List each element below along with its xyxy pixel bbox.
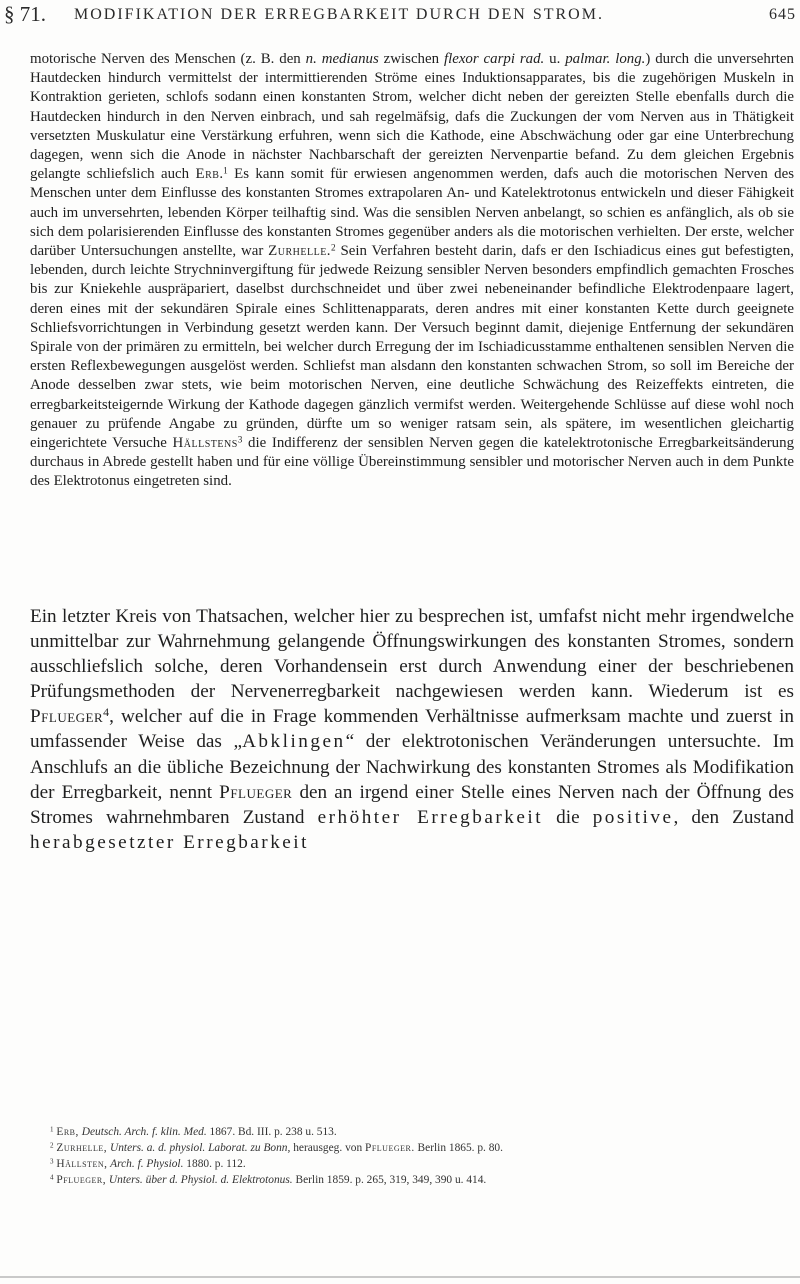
footnote-number: 4 <box>50 1173 54 1182</box>
footnote-ref: 2 <box>331 242 336 253</box>
footnote-ref: 4 <box>103 705 110 720</box>
italic-term: palmar. long. <box>565 51 646 67</box>
journal-title: Arch. f. Physiol. <box>107 1158 184 1170</box>
footnote-4 <box>30 1172 794 1188</box>
small-text-block <box>30 50 794 492</box>
author-name: Erb, <box>56 1126 79 1138</box>
footnote-ref: 1 <box>223 165 228 176</box>
citation-detail: Berlin 1865. p. 80. <box>414 1142 503 1154</box>
page-number: 645 <box>769 6 796 23</box>
author-name: Pflueger <box>219 781 293 803</box>
footnote-2 <box>30 1140 794 1156</box>
spaced-term: Abklingen <box>242 731 346 753</box>
text-run: den an irgend einer Stelle eines Nerven nach der Öffnung des Stromes wahrnehmbaren Zustand <box>30 781 794 828</box>
footnote-number: 2 <box>50 1141 54 1150</box>
author-name: Hällstens <box>172 435 238 452</box>
author-name: Pflueger, <box>56 1174 107 1186</box>
citation-detail: Berlin 1859. p. 265, 319, 349, 390 u. 414. <box>292 1174 487 1186</box>
text-run: Ein letzter Kreis von Thatsachen, welcher hier zu besprechen ist, umfafst nicht mehr irgendwelche unmittelbar zur Wahrnehmung gelangende Öffnungswirkungen des konstanten Stromes, sondern ausschliefslich solche, deren Vorhandensein erst durch Anwendung einer der beschriebenen Prüfungsmethoden der Nervenerregbarkeit nachgewiesen werden kann. Wiederum ist es <box>30 606 794 703</box>
footnote-number: 1 <box>50 1125 54 1134</box>
footnote-number: 3 <box>50 1157 54 1166</box>
page-edge-rule <box>0 1276 800 1278</box>
text-run: , welcher auf die in Frage kommenden Verhältnisse aufmerksam machte und zuerst in umfassender Weise das „ <box>30 706 794 753</box>
spaced-term: erhöhter Erregbarkeit <box>317 806 544 828</box>
text-run: Sein Verfahren besteht darin, dafs er den Ischiadicus eines gut befestigten, lebenden, durch leichte Strychninvergiftung für jedwede Reizung sensibler Nerven besonders empfindlich gemachten Frosches bis zur Kniekehle auspräpariert, daselbst durchschneidet und über zwei nebeneinander befindliche Elektrodenpaare lagert, deren eines mit der sekundären Spirale eines Schlittenapparats, deren andres mit einer konstanten Kette durch geeignete Schliefsvorrichtungen in Verbindung gesetzt werden kann. Der Versuch beginnt damit, diejenige Entfernung der sekundären Spirale von der primären zu ermitteln, bei welcher durch Erregung der im Ischiadicusstamme enthaltenen sensiblen Nerven die ersten Reflexbewegungen ausgelöst werden. Schliefst man alsdann den konstanten schwachen Strom, so soll im Bereiche der Anode desselben zwar stets, wie beim motorischen Nerven, eine deutliche Schwächung des Reizeffekts eintreten, die erregbarkeitsteigernde Wirkung der Kathode dagegen gänzlich vermifst werden. Weitergehende Schlüsse auf diese wohl noch genauer zu prüfende Angabe zu gründen, dürfte um so weniger ratsam sein, als spätere, im wesentlichen gleichartig eingerichtete Versuche <box>30 243 794 452</box>
footnotes <box>30 1124 794 1188</box>
citation-detail: 1880. p. 112. <box>183 1158 246 1170</box>
text-run: die <box>543 806 593 828</box>
paragraph-1: motorische Nerven des Menschen (z. B. den n. medianus zwischen flexor carpi rad. u. palmar. long.) durch die unversehrten Hautdecken hindurch vermittelst der intermittierenden Ströme eines Induktionsapparates, bis die zugehörigen Muskeln in Kontraktion gerieten, schlofs sodann einen konstanten Strom, welcher dicht neben der gereizten Stelle ebenfalls durch die Hautdecken hindurch in den Nerven einbrach, und sah regelmäfsig, dafs die Zuckungen der vom Nerven aus in Thätigkeit versetzten Muskulatur eine Verstärkung erfuhren, wenn sich die Kathode, eine Abschwächung oder gar eine Unterbrechung dagegen, wenn sich die Anode in nächster Nachbarschaft der gereizten Nervenpartie befand. Zu dem gleichen Ergebnis gelangte schliefslich auch Erb.$^1$ Es kann somit für erwiesen angenommen werden, dafs auch die motorischen Nerven des Menschen unter dem Einflusse des konstanten Stromes extrapolaren An- und Katelektrotonus entwickeln und dieser Fähigkeit auch im unversehrten, lebenden Körper teilhaftig sind. Was die sensiblen Nerven anbelangt, so schien es anfänglich, als ob sie sich dem polarisierenden Einflusse des konstanten Stromes gegenüber anders als die motorischen verhielten. Der erste, welcher darüber Untersuchungen anstellte, war Zurhelle.$^2$ Sein Verfahren besteht darin, dafs er den Ischiadicus eines gut befestigten, lebenden, durch leichte Strychninvergiftung für jedwede Reizung sensibler Nerven besonders empfindlich gemachten Frosches bis zur Kniekehle auspräpariert, daselbst durchschneidet und über zwei nebeneinander befindliche Elektrodenpaare lagert, deren eines mit der sekundären Spirale eines Schlittenapparats, deren andres mit einer konstanten Kette durch geeignete Schliefsvorrichtungen in Verbindung gesetzt werden kann. Der Versuch beginnt damit, diejenige Entfernung der sekundären Spirale von der primären zu ermitteln, bei welcher durch Erregung der im Ischiadicusstamme enthaltenen sensiblen Nerven die ersten Reflexbewegungen ausgelöst werden. Schliefst man alsdann den konstanten schwachen Strom, so soll im Bereiche der Anode desselben zwar stets, wie beim motorischen Nerven, eine deutliche Schwächung des Reizeffekts eintreten, die erregbarkeitsteigernde Wirkung der Kathode dagegen gänzlich vermifst werden. Weitergehende Schlüsse auf diese wohl noch genauer zu prüfende Angabe zu gründen, dürfte um so weniger ratsam sein, als spätere, im wesentlichen gleichartig eingerichtete Versuche Hällstens$^3$ die Indifferenz der sensiblen Nerven gegen die katelektrotonische Erregbarkeitsänderung durchaus in Abrede gestellt haben und für eine völlige Übereinstimmung sensibler und motorischer Nerven auch in dem Punkte des Elektrotonus eingetreten sind. <box>30 51 795 490</box>
text-run: u. <box>544 51 566 67</box>
journal-title: Unters. über d. Physiol. d. Elektrotonus. <box>106 1174 293 1186</box>
section-number: § 71. <box>4 2 46 26</box>
text-run: motorische Nerven des Menschen (z. B. den <box>30 51 306 67</box>
author-name: Zurhelle, <box>56 1142 108 1154</box>
spaced-term: herabgesetzter Erregbarkeit <box>30 831 309 853</box>
citation-detail: 1867. Bd. III. p. 238 u. 513. <box>206 1126 337 1138</box>
text-run: ) durch die unversehrten Hautdecken hindurch vermittelst der intermittierenden Ströme eines Induktionsapparates, bis die zugehörigen Muskeln in Kontraktion gerieten, schlofs sodann einen konstanten Strom, welcher dicht neben der gereizten Stelle ebenfalls durch die Hautdecken hindurch in den Nerven einbrach, und sah regelmäfsig, dafs die Zuckungen der vom Nerven aus in Thätigkeit versetzten Muskulatur eine Verstärkung erfuhren, wenn sich die Kathode, eine Abschwächung oder gar eine Unterbrechung dagegen, wenn sich die Anode in nächster Nachbarschaft der gereizten Nervenpartie befand. Zu dem gleichen Ergebnis gelangte schliefslich auch <box>30 51 794 183</box>
italic-term: flexor carpi rad. <box>443 51 545 67</box>
text-run: zwischen <box>378 51 444 67</box>
paragraph-2 <box>30 604 794 855</box>
author-name: Hällsten, <box>56 1158 108 1170</box>
author-name: Pflueger. <box>365 1142 415 1154</box>
text-run: die Indifferenz der sensiblen Nerven gegen die katelektrotonische Erregbarkeitsänderung durchaus in Abrede gestellt haben und für eine völlige Übereinstimmung sensibler und motorischer Nerven auch in dem Punkte des Elektrotonus eingetreten sind. <box>30 435 795 490</box>
journal-title: Deutsch. Arch. f. klin. Med. <box>78 1126 207 1138</box>
running-header <box>0 0 800 34</box>
spaced-term: positive <box>592 806 674 828</box>
text-run: Es kann somit für erwiesen angenommen werden, dafs auch die motorischen Nerven des Menschen unter dem Einflusse des konstanten Stromes extrapolaren An- und Katelektrotonus entwickeln und dieser Fähigkeit auch im unversehrten, lebenden Körper teilhaftig sind. Was die sensiblen Nerven anbelangt, so schien es anfänglich, als ob sie sich dem polarisierenden Einflusse des konstanten Stromes gegenüber anders als die motorischen verhielten. Der erste, welcher darüber Untersuchungen anstellte, war <box>30 166 794 260</box>
footnote-1 <box>30 1124 794 1140</box>
large-text-block <box>30 604 794 855</box>
author-name: Erb <box>195 166 220 183</box>
author-name: Pflueger <box>30 706 104 728</box>
text-run: , den Zustand <box>673 806 794 828</box>
running-title: MODIFIKATION DER ERREGBARKEIT DURCH DEN STROM. <box>74 6 604 23</box>
footnote-3 <box>30 1156 794 1172</box>
journal-title: Unters. a. d. physiol. Laborat. zu Bonn, <box>107 1142 291 1154</box>
italic-term: n. medianus <box>305 51 379 67</box>
text-run: “ der elektrotonischen Veränderungen untersuchte. Im Anschlufs an die übliche Bezeichnung der Nachwirkung des konstanten Stromes als Modifikation der Erregbarkeit, nennt <box>30 731 795 803</box>
citation-detail: herausgeg. von <box>290 1142 366 1154</box>
footnote-ref: 3 <box>237 434 243 445</box>
author-name: Zurhelle. <box>268 243 332 260</box>
